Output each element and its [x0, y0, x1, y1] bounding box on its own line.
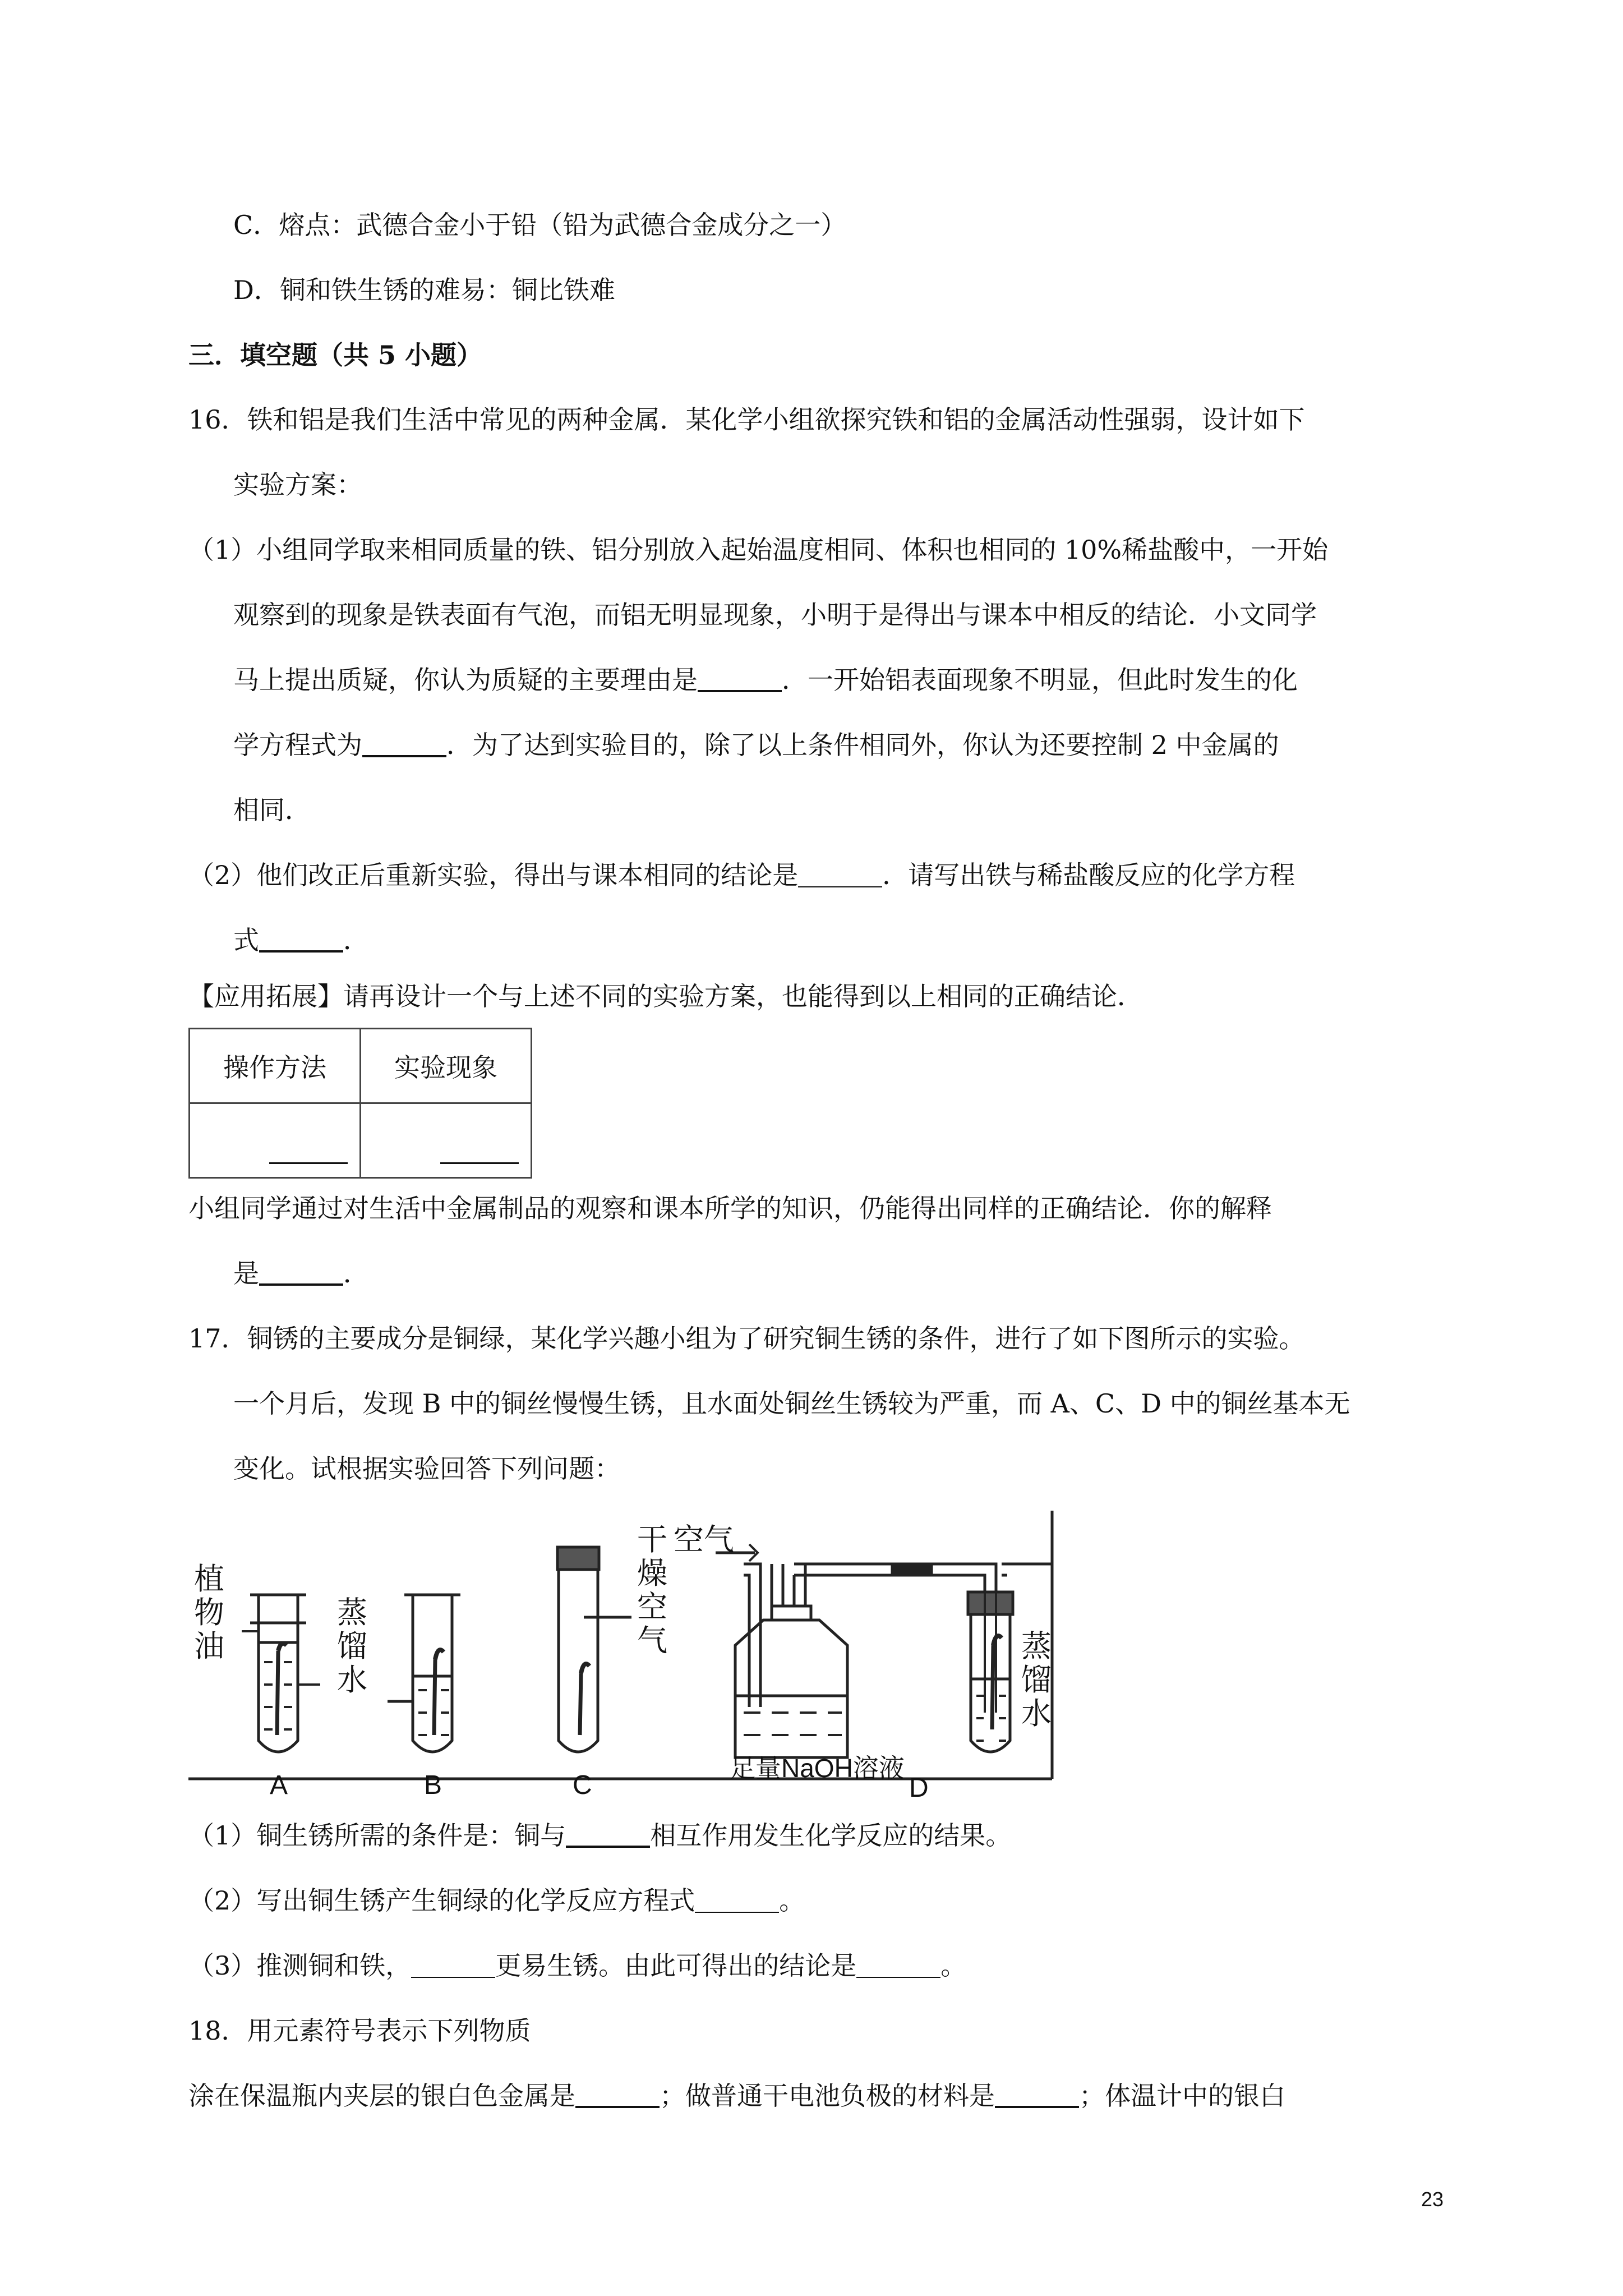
q18-line1: 18．用元素符号表示下列物质: [188, 2016, 531, 2046]
label-d-water-1: 蒸: [1021, 1630, 1052, 1663]
q16-line7: 相同．: [233, 795, 311, 825]
answer-blank[interactable]: [566, 1821, 650, 1848]
q17-sub1-a: （1）铜生锈所需的条件是：铜与: [188, 1820, 566, 1851]
answer-blank[interactable]: [362, 730, 446, 757]
answer-blank[interactable]: [269, 1140, 348, 1164]
label-air: 空气: [674, 1523, 734, 1557]
q16-line5-a: 马上提出质疑，你认为质疑的主要理由是: [233, 665, 698, 695]
label-b-water-3: 水: [337, 1663, 367, 1697]
q16-line8-b: ．请写出铁与稀盐酸反应的化学方程: [882, 860, 1295, 890]
label-c-air-3: 空: [637, 1590, 667, 1624]
q16-line9: [233, 923, 369, 957]
q17-sub1: [188, 1819, 1011, 1852]
answer-blank[interactable]: [856, 1952, 940, 1978]
label-c-air-1: 干: [637, 1523, 667, 1557]
q16-line2: 实验方案：: [233, 470, 362, 500]
q17-sub2-b: 。: [779, 1885, 805, 1916]
q17-sub3-c: 。: [940, 1950, 967, 1981]
q16-line11-b: ．: [343, 1258, 369, 1289]
answer-blank[interactable]: [259, 1259, 343, 1286]
answer-blank[interactable]: [798, 862, 882, 887]
q16-line9-a: 式: [233, 925, 259, 955]
letter-b: B: [424, 1770, 442, 1797]
q18-line2-c: ；体温计中的银白: [1079, 2081, 1285, 2111]
label-c-air-2: 燥: [637, 1557, 667, 1590]
answer-blank[interactable]: [575, 2081, 660, 2108]
label-a-oil-3: 油: [194, 1630, 224, 1663]
q16-line9-b: ．: [343, 925, 369, 955]
label-c-air-4: 气: [637, 1624, 667, 1658]
q16-line11: [233, 1257, 369, 1290]
q16-line6-b: ．为了达到实验目的，除了以上条件相同外，你认为还要控制 2 中金属的: [446, 730, 1279, 760]
option-c: C．熔点：武德合金小于铅（铅为武德合金成分之一）: [233, 210, 847, 240]
answer-blank[interactable]: [259, 926, 343, 953]
experiment-table: [188, 1028, 532, 1179]
label-b-water-2: 馏: [337, 1630, 367, 1663]
q16-line6-a: 学方程式为: [233, 730, 362, 760]
q17-sub3-a: （3）推测铜和铁，: [188, 1950, 412, 1981]
q16-line10: 小组同学通过对生活中金属制品的观察和课本所学的知识，仍能得出同样的正确结论．你的解释: [188, 1193, 1272, 1223]
label-a-char: 植: [194, 1562, 224, 1596]
q17-sub3-b: 更易生锈。由此可得出的结论是: [495, 1950, 857, 1981]
q16-line11-a: 是: [233, 1258, 259, 1289]
table-cell-method[interactable]: [190, 1103, 361, 1178]
q16-line3: （1）小组同学取来相同质量的铁、铝分别放入起始温度相同、体积也相同的 10%稀盐酸中，一开始: [188, 535, 1329, 565]
q18-line2-b: ；做普通干电池负极的材料是: [660, 2081, 995, 2111]
q16-line4: 观察到的现象是铁表面有气泡，而铝无明显现象，小明于是得出与课本中相反的结论．小文同学: [233, 600, 1317, 630]
q16-line8-a: （2）他们改正后重新实验，得出与课本相同的结论是: [188, 860, 799, 890]
table-header-method: 操作方法: [190, 1029, 361, 1103]
table-cell-phenomenon[interactable]: [361, 1103, 532, 1178]
answer-blank[interactable]: [698, 665, 782, 692]
answer-blank[interactable]: [695, 1887, 779, 1913]
label-d-water-2: 馏: [1021, 1663, 1052, 1697]
label-naoh: 足量NaOH溶液: [730, 1754, 905, 1783]
q17-line3: 变化。试根据实验回答下列问题：: [233, 1453, 620, 1484]
q16-line1: 16．铁和铝是我们生活中常见的两种金属．某化学小组欲探究铁和铝的金属活动性强弱，设计如下: [188, 404, 1305, 435]
label-b-water-1: 蒸: [337, 1596, 367, 1630]
label-d-water-3: 水: [1021, 1697, 1052, 1731]
answer-blank[interactable]: [995, 2081, 1079, 2108]
label-a-oil-2: 物: [194, 1596, 224, 1630]
section-heading: 三．填空题（共 5 小题）: [188, 340, 483, 370]
q18-line2: [188, 2079, 1285, 2113]
table-header-phenomenon: 实验现象: [361, 1029, 532, 1103]
letter-a: A: [270, 1770, 288, 1797]
q16-line8: [188, 858, 1295, 892]
q18-line2-a: 涂在保温瓶内夹层的银白色金属是: [188, 2081, 575, 2111]
experiment-figure: [188, 1511, 1058, 1797]
q17-sub2-a: （2）写出铜生锈产生铜绿的化学反应方程式: [188, 1885, 695, 1916]
q17-line2: 一个月后，发现 B 中的铜丝慢慢生锈，且水面处铜丝生锈较为严重，而 A、C、D 中的铜丝基本无: [233, 1388, 1350, 1419]
page-number: 23: [1421, 2188, 1444, 2211]
q17-line1: 17．铜锈的主要成分是铜绿，某化学兴趣小组为了研究铜生锈的条件，进行了如下图所示的实验。: [188, 1323, 1305, 1354]
q16-line5: [233, 663, 1298, 697]
q16-line6: [233, 728, 1279, 762]
option-d: D．铜和铁生锈的难易：铜比铁难: [233, 275, 615, 305]
answer-blank[interactable]: [440, 1140, 519, 1164]
q17-sub2: [188, 1884, 805, 1917]
q17-sub1-b: 相互作用发生化学反应的结果。: [650, 1820, 1012, 1851]
application-extension: 【应用拓展】请再设计一个与上述不同的实验方案，也能得到以上相同的正确结论．: [188, 981, 1143, 1011]
q16-line5-b: ．一开始铝表面现象不明显，但此时发生的化: [782, 665, 1298, 695]
letter-d: D: [909, 1773, 929, 1797]
letter-c: C: [573, 1770, 592, 1797]
label-a-oil-1: [194, 1562, 224, 1596]
answer-blank[interactable]: [411, 1952, 495, 1978]
q17-sub3: [188, 1949, 966, 1982]
